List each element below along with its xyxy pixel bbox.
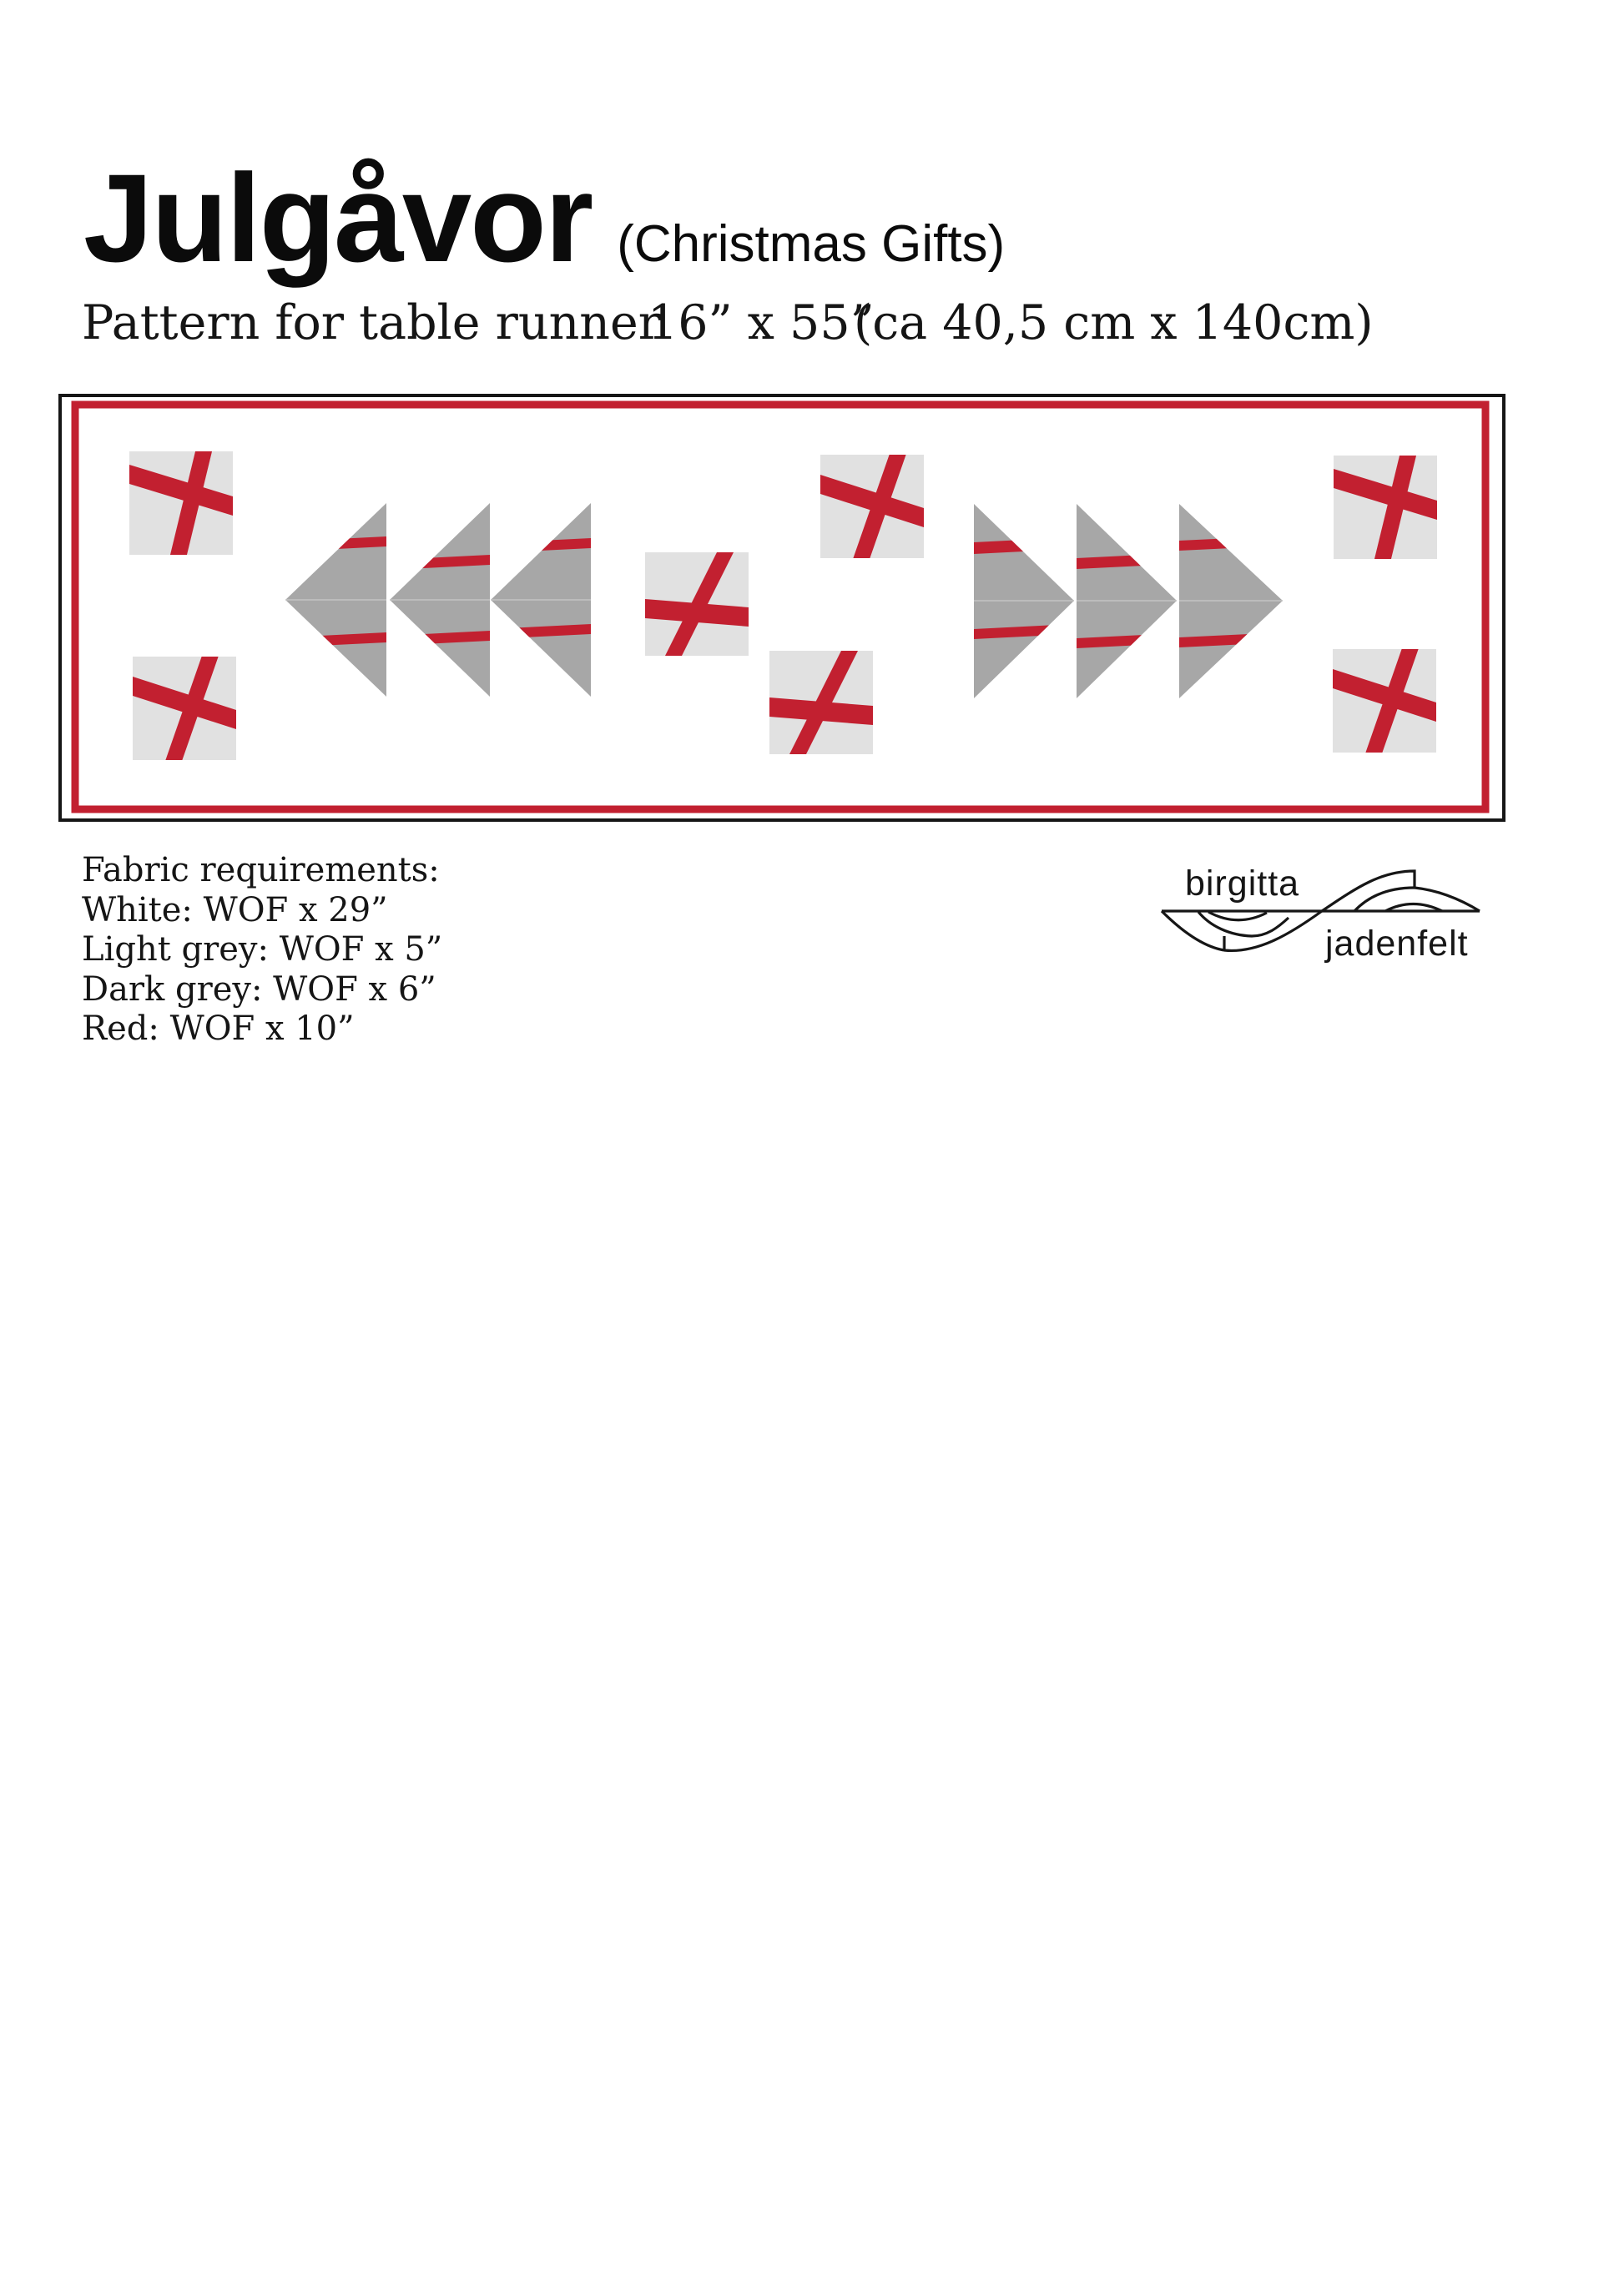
gift-block-top-right [1334,452,1437,562]
designer-last-name: jadenfelt [1325,924,1469,964]
fabric-requirement-white: White: WOF x 29” [82,890,388,929]
header [83,148,1006,288]
subtitle-label: Pattern for table runner [82,295,661,350]
page-title-suffix: (Christmas Gifts) [617,215,1006,273]
goose-right-2 [1077,504,1177,698]
designer-first-name: birgitta [1185,864,1300,904]
goose-right-1 [974,504,1074,698]
gift-block-center [645,549,749,659]
outer-black-border [60,395,1504,820]
gift-block-top-middle [820,451,924,561]
gift-block-bottom-left [133,653,236,763]
flying-geese-left [285,503,591,697]
goose-left-2 [390,503,490,697]
fabric-requirement-light-grey: Light grey: WOF x 5” [82,930,443,969]
goose-left-3 [491,503,591,697]
subtitle-dimensions-metric: (ca 40,5 cm x 140cm) [854,295,1374,350]
goose-right-3 [1179,504,1283,698]
fabric-requirements-heading: Fabric requirements: [82,851,440,889]
fabric-requirement-red: Red: WOF x 10” [82,1010,355,1048]
subtitle-dimensions-imperial: 16” x 55” [648,295,875,350]
fabric-requirements [82,851,442,1050]
fabric-requirement-dark-grey: Dark grey: WOF x 6” [82,969,436,1009]
subtitle [82,297,1417,355]
gift-block-bottom-middle [769,647,873,758]
goose-left-1 [285,503,386,697]
designer-logo [1158,853,1509,986]
table-runner-diagram [58,394,1507,824]
gift-block-bottom-right [1333,646,1436,756]
gift-block-top-left [129,448,233,558]
page-title: Julgåvor [83,148,593,288]
flying-geese-right [974,504,1283,698]
